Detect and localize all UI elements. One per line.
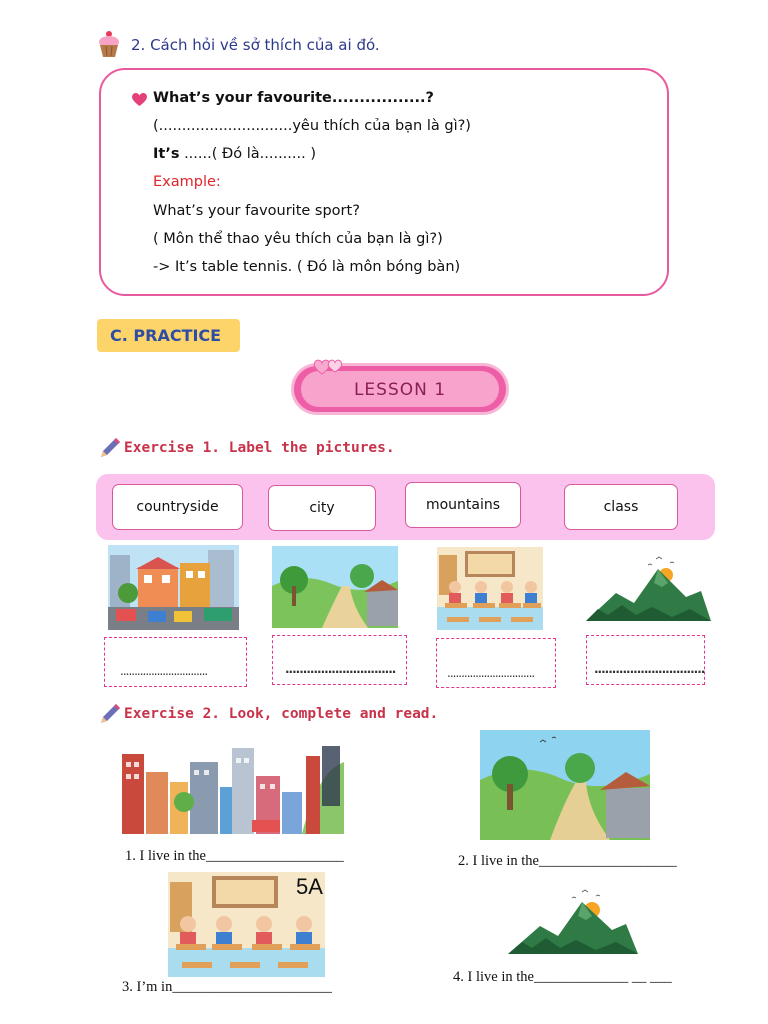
classroom-picture (437, 547, 543, 630)
answer-blank-3: ............................... (447, 666, 535, 680)
pencil-icon (98, 702, 122, 726)
grammar-answer (153, 146, 316, 162)
answer-blank-2: ............................... (285, 662, 396, 676)
sentence-2: 2. I live in the___________________ (458, 853, 677, 869)
cupcake-icon (97, 30, 121, 58)
heart-icon (131, 92, 148, 107)
answer-box-4[interactable] (586, 635, 705, 685)
mountains-picture-large (508, 888, 638, 954)
exercise1-title: Exercise 1. Label the pictures. (124, 440, 395, 456)
pencil-icon (98, 436, 122, 460)
answer-rest: ......( Đó là.......... ) (184, 146, 316, 162)
word-countryside: countryside (112, 484, 243, 530)
word-mountains: mountains (405, 482, 521, 528)
answer-box-2[interactable] (272, 635, 407, 685)
hearts-icon (312, 356, 346, 376)
grammar-question: What’s your favourite.................? (153, 90, 434, 106)
grammar-question-translation: (.............................yêu thích của bạn là gì?) (153, 118, 471, 134)
exercise2-title: Exercise 2. Look, complete and read. (124, 706, 439, 722)
answer-blank-1: ............................... (120, 664, 208, 678)
sentence-1: 1. I live in the___________________ (125, 848, 344, 864)
answer-box-3[interactable] (436, 638, 556, 688)
example-translation: ( Môn thể thao yêu thích của bạn là gì?) (153, 231, 443, 247)
practice-label: C. PRACTICE (110, 326, 222, 345)
sentence-3: 3. I’m in______________________ (122, 979, 332, 995)
classroom-sign: 5A (296, 874, 323, 899)
word-city: city (268, 485, 376, 531)
word-class: class (564, 484, 678, 530)
section-title: 2. Cách hỏi về sở thích của ai đó. (131, 36, 380, 54)
lesson-label: LESSON 1 (353, 380, 447, 400)
city-picture (108, 545, 239, 630)
countryside-picture-large (480, 730, 650, 840)
example-question: What’s your favourite sport? (153, 203, 360, 219)
example-label: Example: (153, 174, 221, 190)
mountains-picture (586, 553, 711, 621)
example-answer: -> It’s table tennis. ( Đó là môn bóng bàn) (153, 259, 461, 275)
answer-box-1[interactable] (104, 637, 247, 687)
city-skyline-picture (122, 742, 344, 834)
countryside-picture (272, 546, 398, 628)
answer-label: It’s (153, 146, 180, 162)
answer-blank-4: ............................... (594, 662, 705, 676)
sentence-4: 4. I live in the_____________ __ ___ (453, 969, 672, 985)
